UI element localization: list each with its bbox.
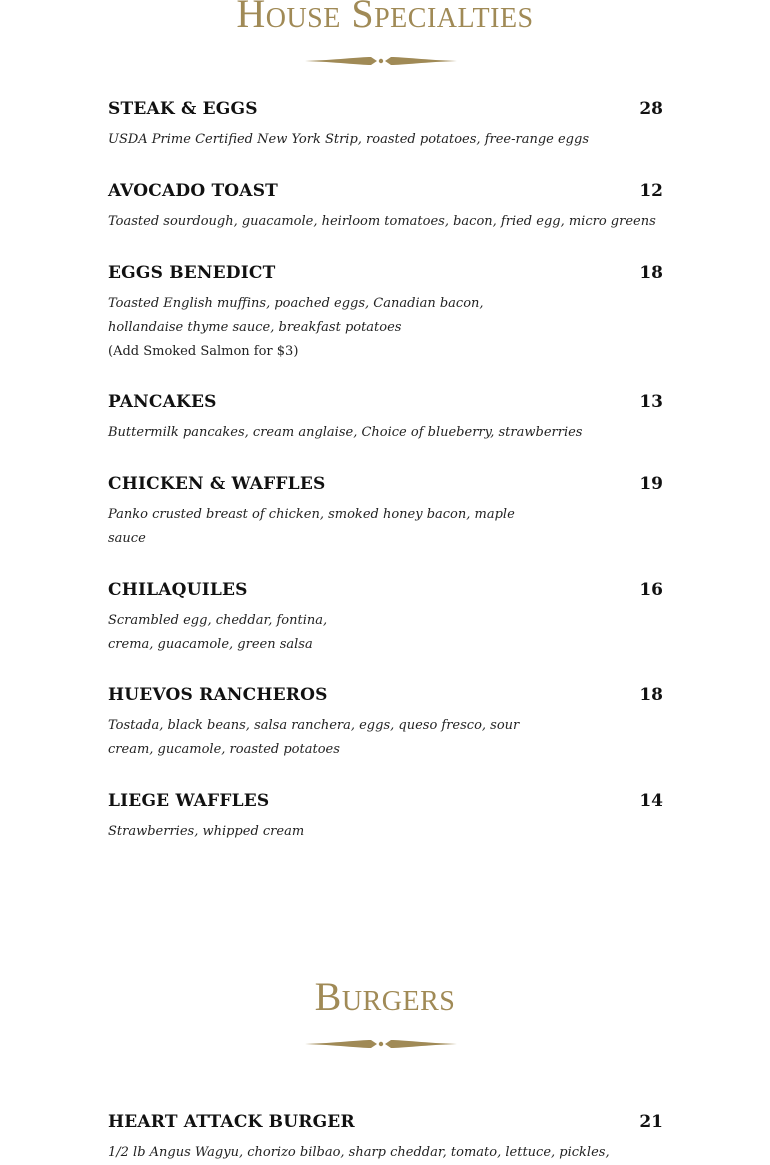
menu-item-heart-attack-burger [108,1111,663,1165]
description-line: cream, gucamole, roasted potatoes [108,742,340,757]
item-price: 12 [639,181,663,201]
ornament-divider [305,1039,457,1049]
menu-item-liege-waffles [108,790,663,844]
item-name: LIEGE WAFFLES [108,791,270,811]
description-line: crema, guacamole, green salsa [108,637,313,652]
description-line: sauce [108,531,146,546]
item-price: 14 [639,791,663,811]
description-line: Toasted English muffins, poached eggs, Canadian bacon, [108,296,484,311]
item-price: 21 [639,1112,663,1132]
item-name: CHICKEN & WAFFLES [108,474,326,494]
description-line: Tostada, black beans, salsa ranchera, eggs, queso fresco, sour [108,718,520,733]
item-description [108,503,663,551]
item-description [108,820,663,844]
item-name: HUEVOS RANCHEROS [108,685,328,705]
item-price: 16 [639,580,663,600]
ornament-divider [305,56,457,66]
item-note: (Add Smoked Salmon for $3) [108,344,299,359]
item-name: CHILAQUILES [108,580,248,600]
menu-item-pancakes [108,391,663,445]
item-description [108,292,663,364]
item-price: 18 [639,263,663,283]
menu-item-eggs-benedict [108,262,663,364]
item-name: PANCAKES [108,392,217,412]
menu-item-chicken-waffles [108,473,663,551]
item-price: 13 [639,392,663,412]
menu-item-chilaquiles [108,579,663,657]
description-line: 1/2 lb Angus Wagyu, chorizo bilbao, sharp cheddar, tomato, lettuce, pickles, [108,1145,610,1160]
item-price: 18 [639,685,663,705]
description-line: Toasted sourdough, guacamole, heirloom tomatoes, bacon, fried egg, micro greens [108,214,656,229]
description-line: Strawberries, whipped cream [108,824,305,839]
menu-item-steak-eggs [108,98,663,152]
item-description [108,210,663,234]
item-name: STEAK & EGGS [108,99,258,119]
item-description [108,714,663,762]
menu-item-avocado-toast [108,180,663,234]
description-line: hollandaise thyme sauce, breakfast potatoes [108,320,402,335]
item-name: AVOCADO TOAST [108,181,279,201]
item-price: 28 [639,99,663,119]
description-line: USDA Prime Certified New York Strip, roasted potatoes, free-range eggs [108,132,589,147]
item-description [108,609,663,657]
description-line: Scrambled egg, cheddar, fontina, [108,613,328,628]
item-name: EGGS BENEDICT [108,263,276,283]
item-description [108,128,663,152]
menu-item-huevos-rancheros [108,684,663,762]
section-title-house-specialties: House Specialties [236,0,534,36]
item-price: 19 [639,474,663,494]
description-line: Buttermilk pancakes, cream anglaise, Choice of blueberry, strawberries [108,425,583,440]
item-description [108,421,663,445]
item-description [108,1141,663,1165]
description-line: Panko crusted breast of chicken, smoked honey bacon, maple [108,507,515,522]
item-name: HEART ATTACK BURGER [108,1112,355,1132]
section-title-burgers: Burgers [314,974,456,1019]
